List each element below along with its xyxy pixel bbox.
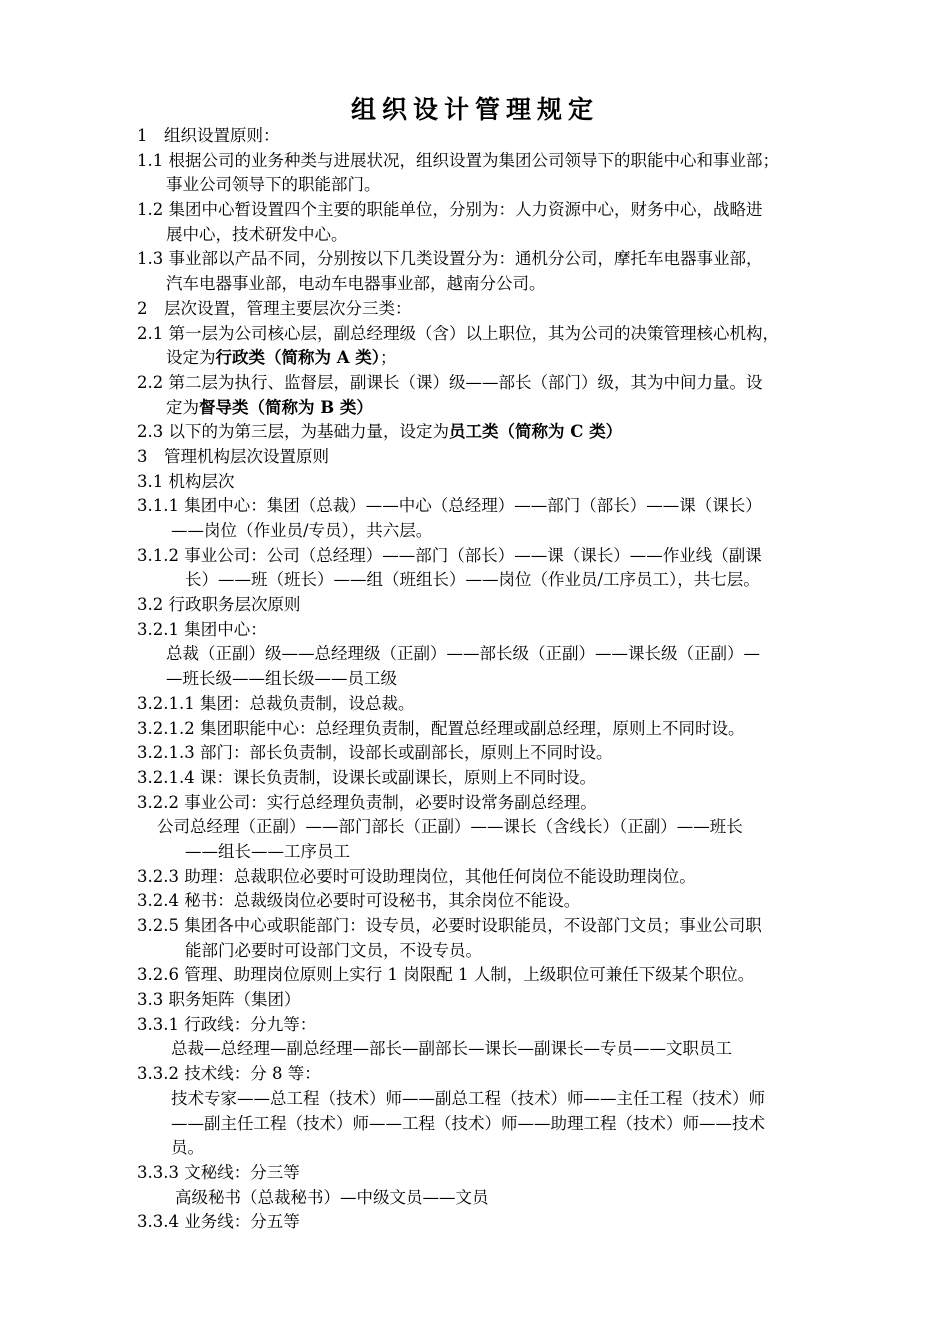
line-text: 3.2.1 集团中心：: [137, 619, 267, 639]
text-line: [137, 247, 877, 272]
category-b-label: 督导类（简称为 B 类）: [199, 397, 373, 417]
line-text: 长）——班（班长）——组（班组长）——岗位（作业员/工序员工），共七层。: [185, 570, 760, 590]
line-text: 3.3.2 技术线：分 8 等：: [137, 1064, 321, 1084]
text-line: [137, 544, 877, 569]
text-line: [137, 1062, 877, 1087]
line-text: ；: [380, 348, 397, 368]
line-text: 1.1 根据公司的业务种类与进展状况，组织设置为集团公司领导下的职能中心和事业部；: [137, 150, 779, 170]
text-line: [137, 272, 877, 297]
document-title: 组织设计管理规定: [350, 95, 599, 124]
line-text: 1 组织设置原则：: [137, 126, 280, 145]
text-line: [137, 198, 877, 223]
text-line: [137, 1112, 877, 1137]
line-text: ——组长——工序员工: [185, 841, 350, 861]
text-line: [137, 1136, 877, 1161]
category-a-label: 行政类（简称为 A 类）: [215, 348, 381, 368]
text-line: [137, 1186, 877, 1211]
text-line: [137, 568, 877, 593]
line-text: 总裁（正副）级——总经理级（正副）——部长级（正副）——课长级（正副）—: [166, 644, 760, 664]
line-text: 2.3 以下的为第三层，为基础力量，设定为: [137, 422, 449, 442]
line-text: 展中心，技术研发中心。: [166, 224, 348, 244]
line-text: 汽车电器事业部，电动车电器事业部，越南分公司。: [166, 274, 546, 294]
text-line: [137, 889, 877, 914]
text-line: [137, 371, 877, 396]
text-line: [137, 445, 877, 470]
line-text: 技术专家——总工程（技术）师——副总工程（技术）师——主任工程（技术）师: [171, 1088, 765, 1108]
text-line: [137, 741, 877, 766]
text-line: [137, 1210, 877, 1235]
category-c-label: 员工类（简称为 C 类）: [449, 422, 623, 442]
text-line: [137, 149, 877, 174]
line-text: 3.2.1.3 部门：部长负责制，设部长或副部长，原则上不同时设。: [137, 743, 613, 763]
line-text: —班长级——组长级——员工级: [166, 669, 397, 689]
line-text: 3.3.4 业务线：分五等: [137, 1212, 300, 1232]
line-text: 高级秘书（总裁秘书）—中级文员——文员: [175, 1187, 489, 1207]
line-text: 3.2.5 集团各中心或职能部门：设专员，必要时设职能员，不设部门文员；事业公司职: [137, 916, 762, 935]
line-text: 3.2.1.1 集团：总裁负责制，设总裁。: [137, 693, 415, 713]
line-text: 1.2 集团中心暂设置四个主要的职能单位，分别为：人力资源中心，财务中心，战略进: [137, 200, 763, 220]
text-line: [137, 939, 877, 964]
text-line: [137, 519, 877, 544]
line-text: 3.1 机构层次: [137, 471, 235, 491]
line-text: 3.3.3 文秘线：分三等: [137, 1162, 300, 1182]
text-line: [137, 618, 877, 643]
line-text: 3.2.6 管理、助理岗位原则上实行 1 岗限配 1 人制，上级职位可兼任下级某个职位。: [137, 965, 755, 985]
text-line: [137, 667, 877, 692]
line-text: 3.3.1 行政线：分九等：: [137, 1014, 317, 1034]
line-text: 事业公司领导下的职能部门。: [166, 175, 381, 195]
text-line: [137, 322, 877, 347]
text-line: [137, 396, 877, 421]
text-line: [137, 420, 877, 445]
text-line: [137, 494, 877, 519]
text-line: [137, 791, 877, 816]
text-line: [137, 717, 877, 742]
text-line: [137, 642, 877, 667]
text-line: [137, 963, 877, 988]
text-line: [137, 914, 877, 939]
line-text: 能部门必要时可设部门文员，不设专员。: [185, 940, 482, 960]
text-line: [137, 223, 877, 248]
line-text: 3.2.3 助理：总裁职位必要时可设助理岗位，其他任何岗位不能设助理岗位。: [137, 866, 696, 886]
text-line: [137, 173, 877, 198]
line-text: 定为: [166, 397, 199, 417]
line-text: 3.1.2 事业公司：公司（总经理）——部门（部长）——课（课长）——作业线（副课: [137, 545, 762, 565]
text-line: [137, 346, 877, 371]
text-line: [137, 1037, 877, 1062]
line-text: 2 层次设置，管理主要层次分三类：: [137, 298, 412, 318]
text-line: [137, 692, 877, 717]
line-text: 3.2.1.2 集团职能中心：总经理负责制，配置总经理或副总经理，原则上不同时设。: [137, 718, 745, 738]
text-line: [137, 815, 877, 840]
line-text: 3.2.1.4 课：课长负责制，设课长或副课长，原则上不同时设。: [137, 767, 596, 787]
line-text: 2.1 第一层为公司核心层，副总经理级（含）以上职位，其为公司的决策管理核心机构，: [137, 323, 779, 343]
line-text: 员。: [171, 1138, 204, 1158]
line-text: 3 管理机构层次设置原则: [137, 446, 329, 466]
line-text: 3.2.4 秘书：总裁级岗位必要时可设秘书，其余岗位不能设。: [137, 891, 581, 911]
line-text: 设定为: [166, 348, 216, 368]
text-line: [137, 1161, 877, 1186]
text-line: [137, 988, 877, 1013]
line-text: 总裁—总经理—副总经理—部长—副部长—课长—副课长—专员——文职员工: [171, 1039, 732, 1059]
text-line: [137, 1013, 877, 1038]
line-text: 3.2 行政职务层次原则: [137, 595, 301, 615]
line-text: 公司总经理（正副）——部门部长（正副）——课长（含线长）（正副）——班长: [157, 817, 743, 837]
text-line: [137, 124, 877, 149]
line-text: ——岗位（作业员/专员），共六层。: [171, 521, 433, 540]
text-line: [137, 593, 877, 618]
text-line: [137, 766, 877, 791]
line-text: 2.2 第二层为执行、监督层，副课长（课）级——部长（部门）级，其为中间力量。设: [137, 372, 763, 392]
line-text: 1.3 事业部以产品不同，分别按以下几类设置分为：通机分公司，摩托车电器事业部，: [137, 249, 763, 269]
text-line: [137, 865, 877, 890]
text-line: [137, 297, 877, 322]
document-body: [137, 124, 877, 1235]
text-line: [137, 470, 877, 495]
line-text: 3.1.1 集团中心：集团（总裁）——中心（总经理）——部门（部长）——课（课长）: [137, 496, 762, 516]
text-line: [137, 840, 877, 865]
text-line: [137, 1087, 877, 1112]
line-text: 3.2.2 事业公司：实行总经理负责制，必要时设常务副总经理。: [137, 792, 597, 812]
line-text: ——副主任工程（技术）师——工程（技术）师——助理工程（技术）师——技术: [171, 1113, 765, 1133]
line-text: 3.3 职务矩阵（集团）: [137, 990, 301, 1010]
